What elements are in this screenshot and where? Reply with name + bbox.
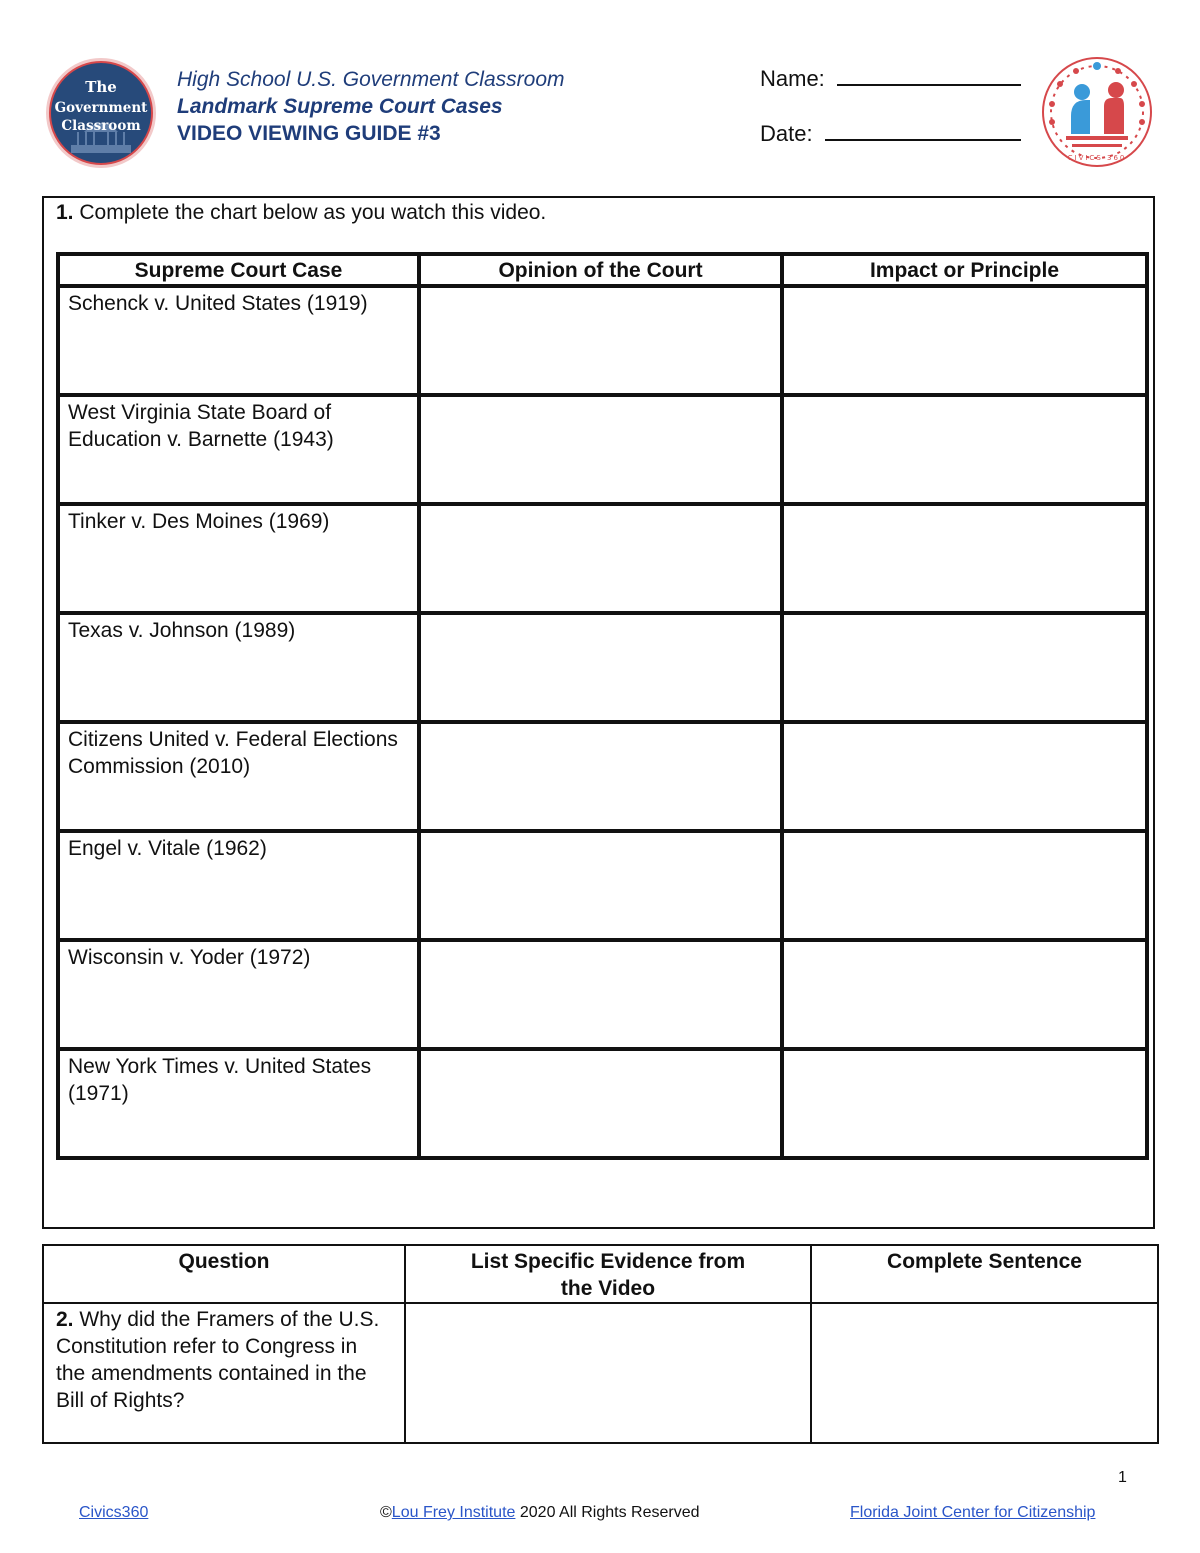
florida-joint-center-link[interactable]: Florida Joint Center for Citizenship (850, 1504, 1096, 1521)
table-row (58, 613, 1147, 722)
logo-left-line2: Government (54, 100, 148, 116)
case-name-cell: West Virginia State Board of Education v. Barnette (1943) (58, 395, 419, 504)
impact-cell[interactable] (782, 286, 1147, 395)
table-header-row (58, 254, 1147, 286)
logo-left-line3: Classroom (61, 118, 141, 134)
question2-table (42, 1244, 1159, 1444)
header-guide-title: VIDEO VIEWING GUIDE #3 (177, 122, 441, 145)
impact-cell[interactable] (782, 722, 1147, 831)
opinion-cell[interactable] (419, 722, 782, 831)
section1-prompt (56, 201, 546, 225)
impact-cell[interactable] (782, 940, 1147, 1049)
impact-cell[interactable] (782, 395, 1147, 504)
question2-header-row (43, 1245, 1158, 1303)
name-blank-line[interactable] (837, 66, 1021, 86)
table-row (58, 286, 1147, 395)
column-header-evidence: List Specific Evidence from the Video (405, 1245, 811, 1303)
header-course-title: High School U.S. Government Classroom (177, 68, 565, 91)
impact-cell[interactable] (782, 1049, 1147, 1158)
section1-prompt-text: Complete the chart below as you watch this video. (79, 201, 547, 224)
case-name-cell: Engel v. Vitale (1962) (58, 831, 419, 940)
question2-text: Why did the Framers of the U.S. Constitution refer to Congress in the amendments contained in the Bill of Rights? (56, 1308, 380, 1412)
civics360-link[interactable]: Civics360 (79, 1504, 149, 1521)
opinion-cell[interactable] (419, 613, 782, 722)
name-field[interactable] (760, 66, 1021, 92)
table-row (58, 395, 1147, 504)
table-row (58, 1049, 1147, 1158)
name-label: Name: (760, 66, 825, 91)
section1-number: 1. (56, 201, 74, 224)
table-row (58, 940, 1147, 1049)
date-field[interactable] (760, 121, 1021, 147)
copyright-notice (380, 1504, 700, 1522)
column-header-case: Supreme Court Case (58, 254, 419, 286)
copyright-suffix: 2020 All Rights Reserved (515, 1504, 700, 1521)
question2-number: 2. (56, 1308, 74, 1331)
case-name-cell: Schenck v. United States (1919) (58, 286, 419, 395)
table-row (58, 722, 1147, 831)
date-label: Date: (760, 121, 813, 146)
opinion-cell[interactable] (419, 940, 782, 1049)
page-number: 1 (1118, 1469, 1127, 1486)
court-cases-table (56, 252, 1149, 1160)
copyright-symbol: © (380, 1504, 392, 1521)
impact-cell[interactable] (782, 831, 1147, 940)
table-row (58, 831, 1147, 940)
opinion-cell[interactable] (419, 395, 782, 504)
impact-cell[interactable] (782, 613, 1147, 722)
column-header-question: Question (43, 1245, 405, 1303)
sentence-cell[interactable] (811, 1303, 1158, 1443)
question2-row (43, 1303, 1158, 1443)
government-classroom-logo (44, 56, 158, 170)
opinion-cell[interactable] (419, 1049, 782, 1158)
civics360-logo (1038, 56, 1156, 168)
date-blank-line[interactable] (825, 121, 1021, 141)
column-header-opinion: Opinion of the Court (419, 254, 782, 286)
case-name-cell: Wisconsin v. Yoder (1972) (58, 940, 419, 1049)
case-name-cell: Tinker v. Des Moines (1969) (58, 504, 419, 613)
header-unit-title: Landmark Supreme Court Cases (177, 95, 503, 118)
opinion-cell[interactable] (419, 504, 782, 613)
document-header (177, 66, 565, 147)
opinion-cell[interactable] (419, 831, 782, 940)
logo-right-caption: CIVICS 360 (1067, 154, 1127, 162)
lou-frey-institute-link[interactable]: Lou Frey Institute (391, 1504, 516, 1521)
case-name-cell: Citizens United v. Federal Elections Commission (2010) (58, 722, 419, 831)
evidence-cell[interactable] (405, 1303, 811, 1443)
impact-cell[interactable] (782, 504, 1147, 613)
case-name-cell: New York Times v. United States (1971) (58, 1049, 419, 1158)
column-header-sentence: Complete Sentence (811, 1245, 1158, 1303)
opinion-cell[interactable] (419, 286, 782, 395)
table-row (58, 504, 1147, 613)
case-name-cell: Texas v. Johnson (1989) (58, 613, 419, 722)
question2-cell (43, 1303, 405, 1443)
logo-left-line1: The (85, 78, 117, 96)
column-header-impact: Impact or Principle (782, 254, 1147, 286)
